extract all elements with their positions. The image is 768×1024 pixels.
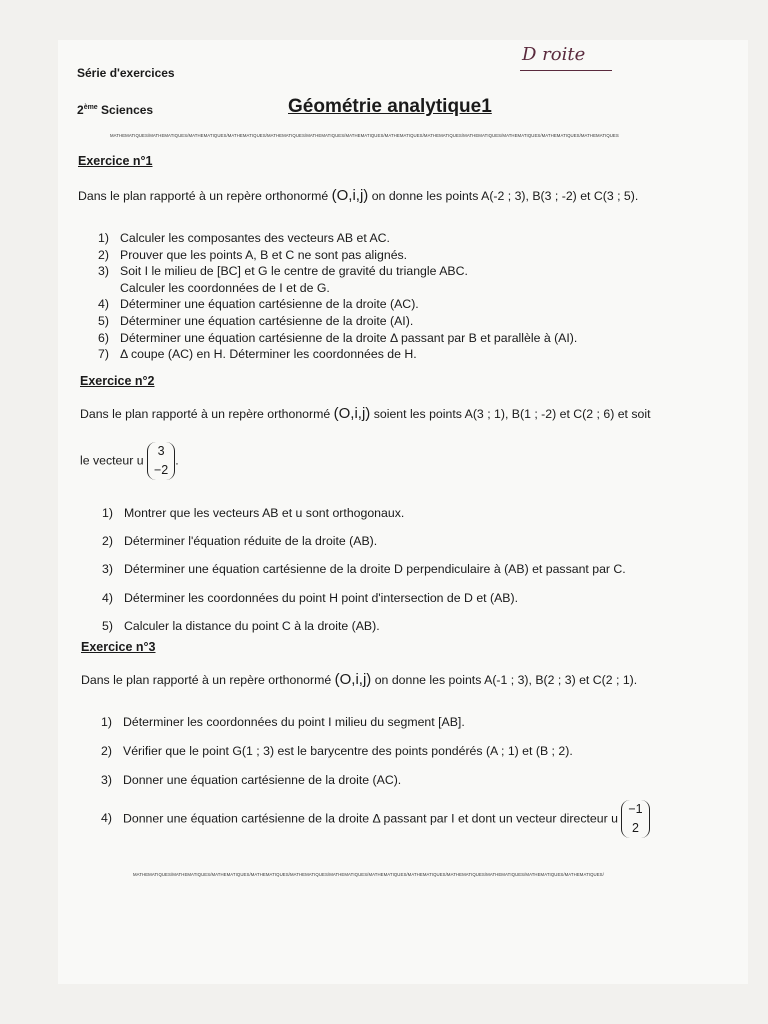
footer-band: MATHEMATIQUES/MATHEMATIQUES/MATHEMATIQUES/MATHEMATIQUES/MATHEMATIQUES/MATHEMATIQUES/MATHEMATIQUES/MATHEMATIQUES/MATHEMATIQUES/MATHEMATIQUES/MATHEMATIQUES/MATHEMATIQUES/	[133, 872, 604, 877]
series-label: Série d'exercices	[77, 66, 175, 80]
list-item: Calculer les coordonnées de I et de G.	[120, 280, 330, 295]
handwritten-note: D roite	[522, 44, 586, 65]
exercise-3-list	[101, 708, 573, 795]
intro-text: Dans le plan rapporté à un repère orthonormé	[78, 189, 329, 203]
exercise-3-intro	[81, 671, 637, 688]
vector-u-definition: le vecteur u 3 −2.	[80, 442, 179, 480]
vector-label: le vecteur u	[80, 453, 144, 468]
repere: (O,i,j)	[334, 671, 372, 688]
intro-text: on donne les points A(-2 ; 3), B(3 ; -2) et C(3 ; 5).	[371, 189, 639, 203]
list-item: 4) Déterminer une équation cartésienne de la droite (AC).	[98, 297, 419, 312]
exercise-2-list	[102, 499, 626, 640]
header-band: MATHEMATIQUES/MATHEMATIQUES/MATHEMATIQUES/MATHEMATIQUES/MATHEMATIQUES/MATHEMATIQUES/MATHEMATIQUES/MATHEMATIQUES/MATHEMATIQUES/MATHEMATIQUES/MATHEMATIQUES/MATHEMATIQUES/MATHEMATIQUES	[110, 133, 619, 138]
class-level	[77, 103, 153, 117]
list-item: 4) Donner une équation cartésienne de la droite Δ passant par I et dont un vecteur directeur u −1 2	[101, 800, 650, 838]
list-item: 5) Calculer la distance du point C à la droite (AB).	[102, 618, 380, 633]
exercise-2-intro	[80, 405, 651, 422]
list-item: 3) Soit I le milieu de [BC] et G le centre de gravité du triangle ABC.	[98, 264, 468, 279]
list-item: 6) Déterminer une équation cartésienne de la droite Δ passant par B et parallèle à (AI).	[98, 330, 578, 345]
list-item: 1) Déterminer les coordonnées du point I milieu du segment [AB].	[101, 715, 465, 729]
exercise-3-title: Exercice n°3	[81, 640, 156, 654]
exercise-1-list	[98, 230, 577, 363]
repere: (O,i,j)	[331, 187, 369, 204]
exercise-1-intro	[78, 187, 638, 204]
list-item: 5) Déterminer une équation cartésienne de la droite (AI).	[98, 313, 414, 328]
list-item: 3) Donner une équation cartésienne de la droite (AC).	[101, 773, 402, 787]
list-item: 4) Déterminer les coordonnées du point H point d'intersection de D et (AB).	[102, 590, 519, 605]
intro-text: soient les points A(3 ; 1), B(1 ; -2) et C(2 ; 6) et soit	[373, 407, 651, 421]
intro-text: Dans le plan rapporté à un repère orthonormé	[80, 407, 331, 421]
level-name: Sciences	[101, 103, 154, 117]
page-title: Géométrie analytique1	[288, 96, 492, 117]
list-item: 1) Montrer que les vecteurs AB et u sont orthogonaux.	[102, 506, 405, 520]
handwritten-underline	[520, 70, 612, 71]
intro-text: on donne les points A(-1 ; 3), B(2 ; 3) et C(2 ; 1).	[374, 673, 638, 687]
list-item: 2) Vérifier que le point G(1 ; 3) est le barycentre des points pondérés (A ; 1) et (B ; 2).	[101, 744, 573, 758]
repere: (O,i,j)	[333, 405, 371, 422]
list-item: 1) Calculer les composantes des vecteurs AB et AC.	[98, 231, 390, 245]
list-item: 2) Prouver que les points A, B et C ne sont pas alignés.	[98, 247, 408, 262]
vector-u: −1 2	[621, 800, 649, 838]
list-item: 7) Δ coupe (AC) en H. Déterminer les coordonnées de H.	[98, 347, 417, 362]
intro-text: Dans le plan rapporté à un repère orthonormé	[81, 673, 332, 687]
exercise-1-title: Exercice n°1	[78, 154, 153, 168]
list-item: 2) Déterminer l'équation réduite de la droite (AB).	[102, 534, 378, 549]
list-item: 3) Déterminer une équation cartésienne de la droite D perpendiculaire à (AB) et passant par C.	[102, 562, 626, 577]
level-superscript: ème	[83, 104, 98, 111]
vector-u: 3 −2	[147, 442, 175, 480]
exercise-2-title: Exercice n°2	[80, 374, 155, 388]
level-number: 2	[77, 103, 84, 117]
